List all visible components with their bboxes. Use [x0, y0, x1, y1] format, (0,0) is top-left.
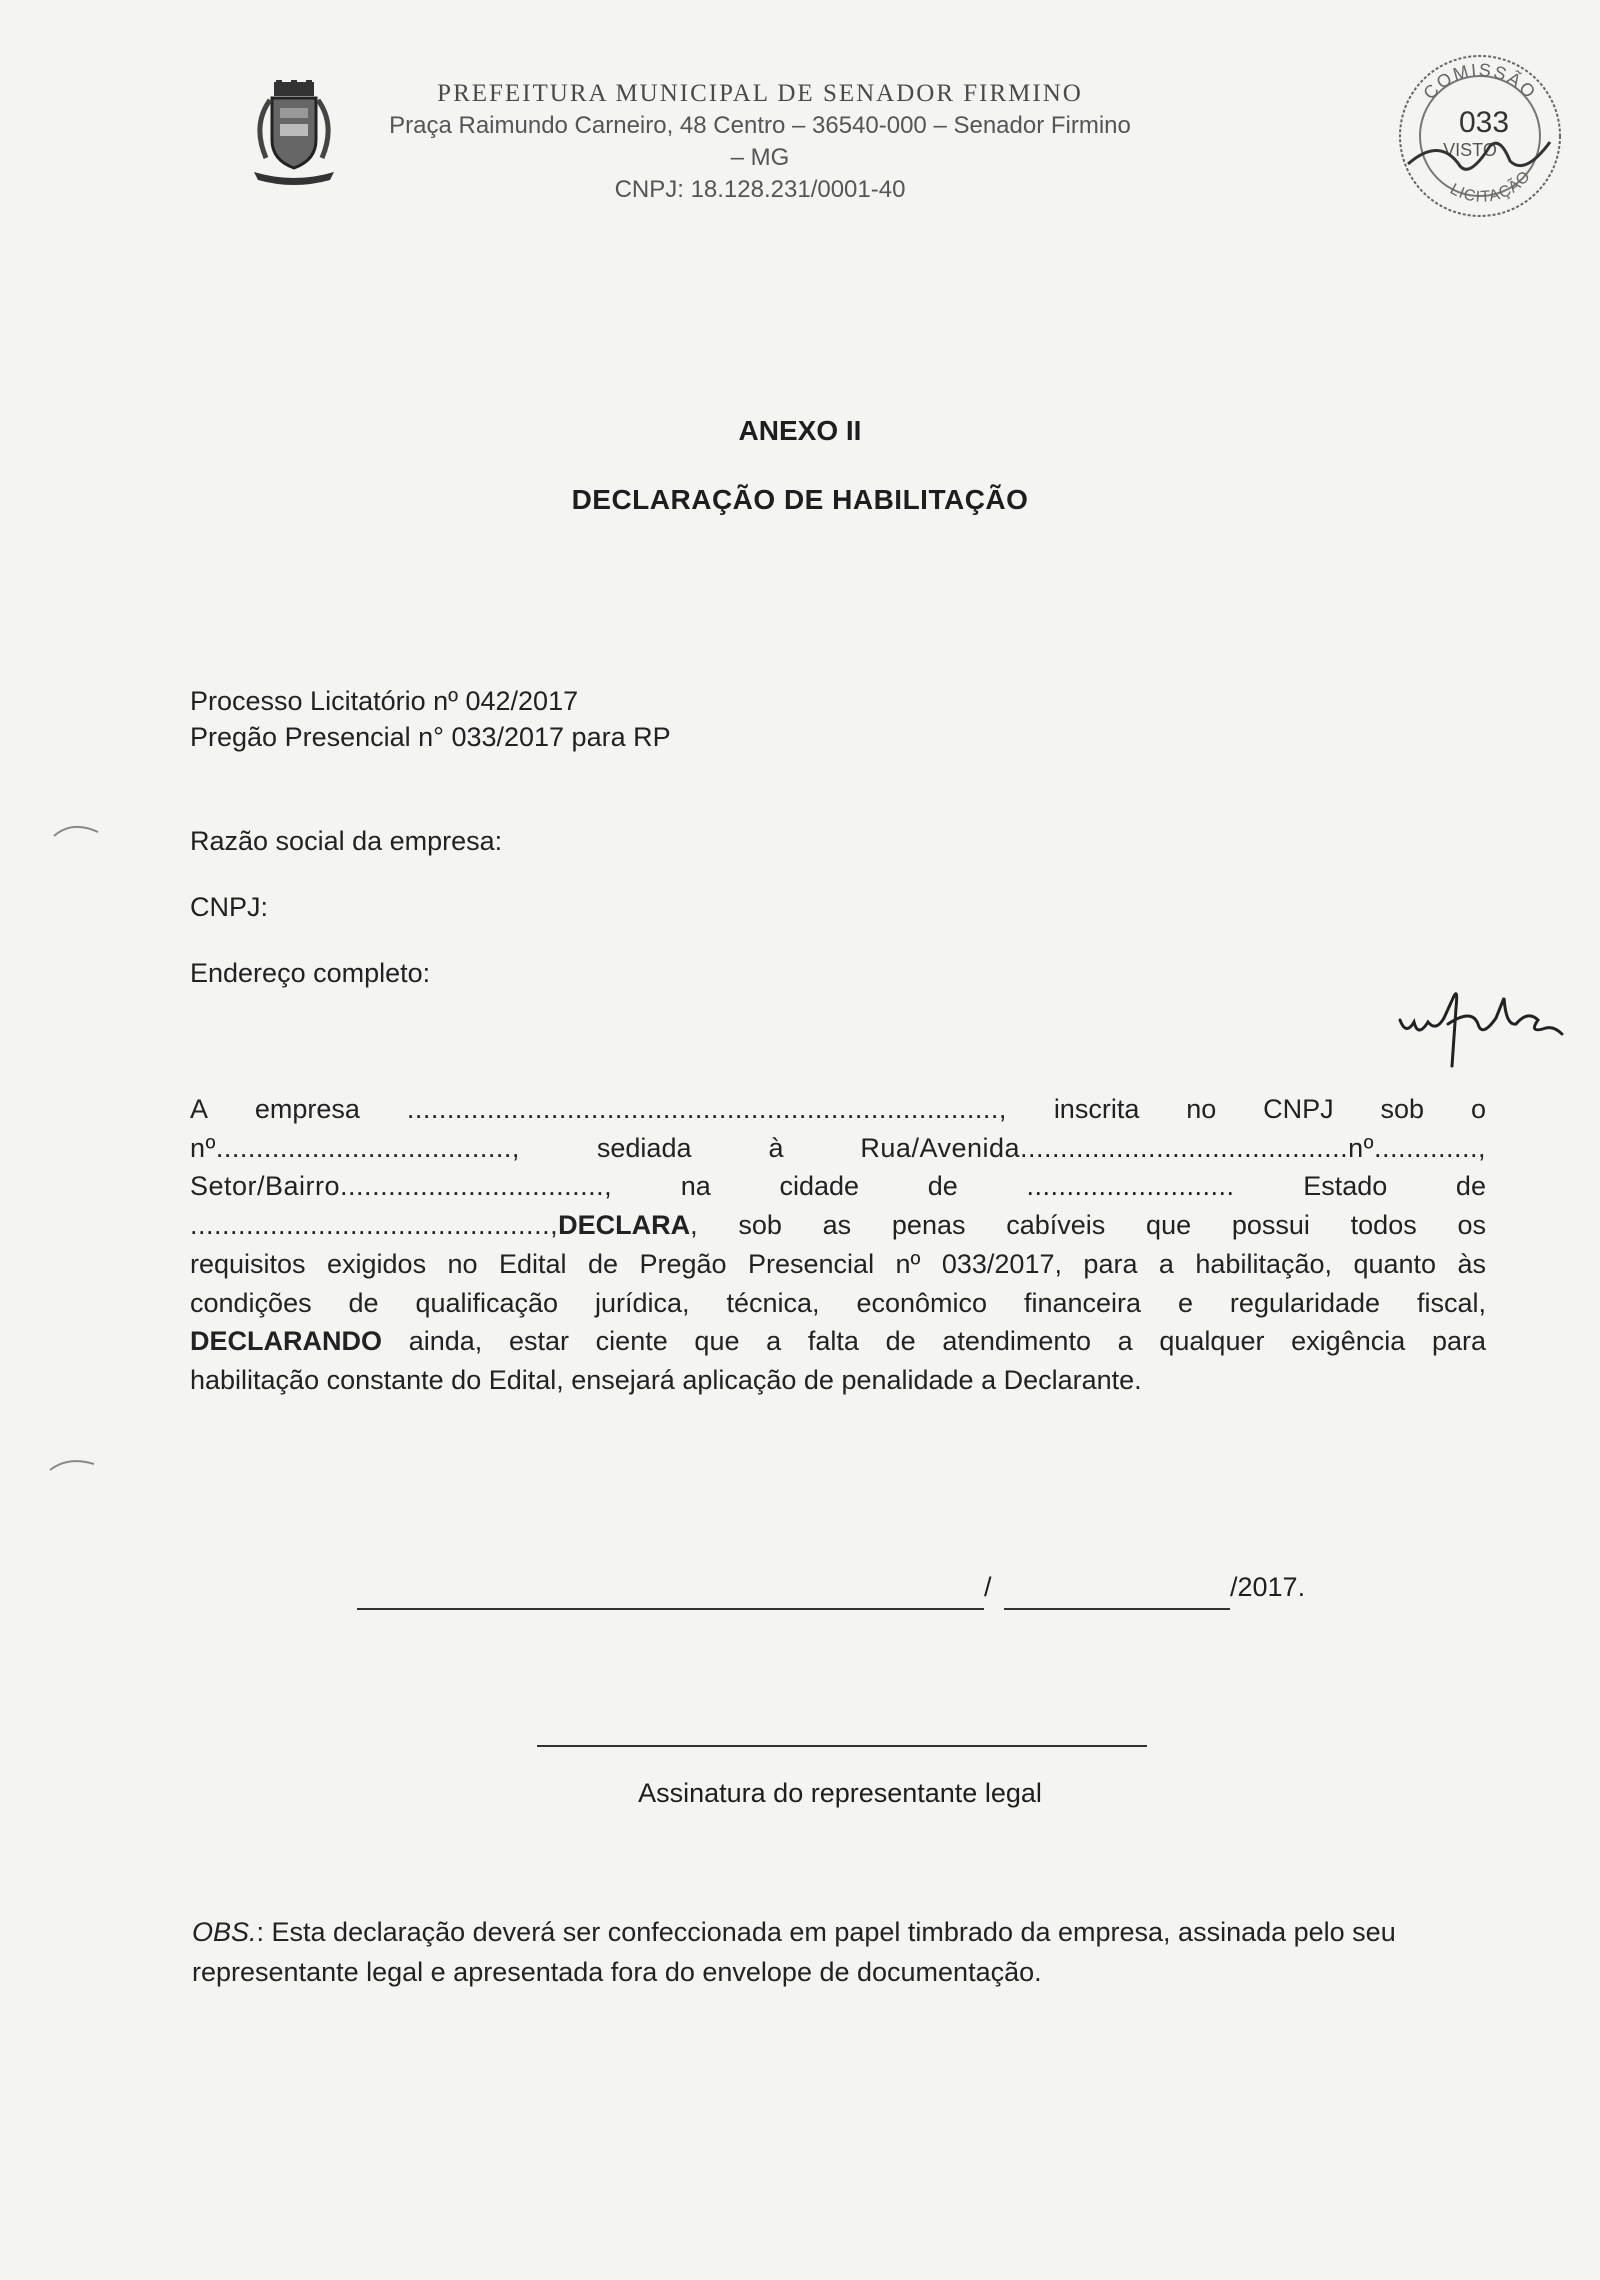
annex-title: ANEXO II [738, 415, 862, 446]
municipality-cnpj: CNPJ: 18.128.231/0001-40 [614, 176, 906, 203]
punch-mark [52, 818, 102, 838]
stamp-number: 033 [1458, 106, 1510, 139]
declaration-line-7: DECLARANDO ainda, estar ciente que a falta de atendimento a qualquer exigência para [190, 1326, 1486, 1357]
date-slash: / [984, 1572, 992, 1602]
municipal-crest-icon [244, 80, 344, 190]
declaration-line-5: requisitos exigidos no Edital de Pregão Presencial nº 033/2017, para a habilitação, quanto às [190, 1248, 1486, 1279]
stamp-top-text: COMISSÃO [1419, 59, 1541, 104]
declaration-line-2: nº....................................., sediada à Rua/Avenida.........................................nº............., [190, 1132, 1486, 1163]
declaration-line-6: condições de qualificação jurídica, técnica, econômico financeira e regularidade fiscal, [190, 1287, 1486, 1318]
letterhead [380, 78, 1140, 206]
signature-line [537, 1745, 1147, 1747]
month-line [1004, 1608, 1230, 1610]
declaration-line-1: A empresa .........................................................................., inscrita no CNPJ sob o [190, 1094, 1486, 1124]
stamp-middle-text: VISTO [1443, 140, 1497, 160]
pregao-number: Pregão Presencial n° 033/2017 para RP [190, 722, 671, 752]
declaration-title: DECLARAÇÃO DE HABILITAÇÃO [571, 484, 1029, 515]
stamp-bottom-text: LICITAÇÃO [1447, 167, 1535, 206]
cnpj-label: CNPJ: [190, 892, 269, 922]
process-number: Processo Licitatório nº 042/2017 [190, 686, 579, 716]
svg-text:COMISSÃO [1419, 60, 1540, 104]
observation-note: OBS.: Esta declaração deverá ser confeccionada em papel timbrado da empresa, assinada pelo seu representante legal e apresentada fora do envelope de documentação. [192, 1917, 1396, 1987]
date-year: /2017. [1230, 1572, 1306, 1602]
declaration-line-8: habilitação constante do Edital, ensejará aplicação de penalidade a Declarante. [190, 1364, 1142, 1395]
declaration-paragraph [190, 1090, 1486, 1400]
punch-mark [48, 1452, 98, 1472]
place-date-line [357, 1608, 984, 1610]
company-name-label: Razão social da empresa: [190, 826, 503, 856]
handwritten-initials [1378, 968, 1578, 1078]
declaration-line-4: .............................................,DECLARA, sob as penas cabíveis que possui todos os [190, 1210, 1486, 1241]
municipality-name: PREFEITURA MUNICIPAL DE SENADOR FIRMINO [437, 80, 1083, 107]
signature-label: Assinatura do representante legal [638, 1778, 1042, 1808]
commission-stamp [1390, 46, 1570, 226]
address-label: Endereço completo: [190, 958, 431, 988]
svg-text:LICITAÇÃO [1447, 168, 1534, 206]
municipality-address: Praça Raimundo Carneiro, 48 Centro – 36540-000 – Senador Firmino – MG [389, 112, 1131, 171]
declaration-line-3: Setor/Bairro................................., na cidade de .......................... Estado de [190, 1171, 1486, 1202]
